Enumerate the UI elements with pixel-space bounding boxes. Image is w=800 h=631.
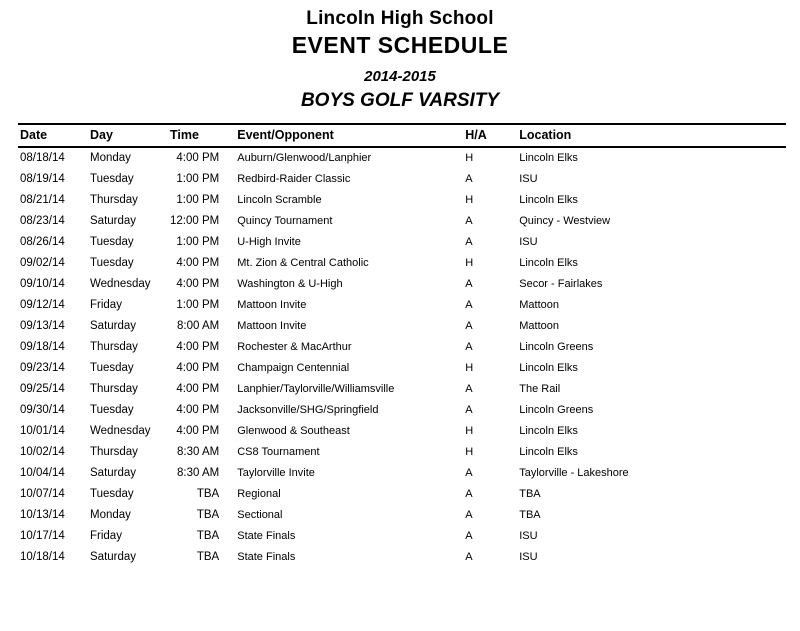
cell-location: Lincoln Greens — [519, 404, 594, 416]
cell-day: Saturday — [90, 467, 137, 479]
column-header-ha: H/A — [465, 124, 519, 147]
column-header-day: Day — [90, 124, 170, 147]
table-row — [18, 253, 786, 274]
cell-location: Lincoln Elks — [519, 194, 578, 206]
cell-day: Friday — [90, 530, 122, 542]
cell-time: 1:00 PM — [176, 194, 220, 206]
cell-ha: A — [465, 341, 473, 353]
cell-date: 09/18/14 — [20, 341, 65, 353]
cell-ha: A — [465, 488, 473, 500]
schedule-table-container — [0, 123, 800, 568]
schedule-table — [18, 123, 786, 568]
cell-day: Tuesday — [90, 236, 134, 248]
cell-location: Lincoln Greens — [519, 341, 594, 353]
column-header-date: Date — [18, 124, 90, 147]
table-row — [18, 505, 786, 526]
cell-event: Regional — [237, 488, 281, 500]
cell-time: 4:00 PM — [176, 404, 220, 416]
cell-day: Thursday — [90, 341, 138, 353]
cell-location: ISU — [519, 551, 538, 563]
cell-date: 10/13/14 — [20, 509, 65, 521]
cell-ha: H — [465, 446, 474, 458]
cell-event: Mattoon Invite — [237, 320, 307, 332]
cell-date: 08/18/14 — [20, 152, 65, 164]
cell-location: Mattoon — [519, 320, 559, 332]
cell-date: 08/26/14 — [20, 236, 65, 248]
cell-day: Thursday — [90, 194, 138, 206]
column-header-event: Event/Opponent — [237, 124, 465, 147]
cell-ha: A — [465, 299, 473, 311]
table-row — [18, 169, 786, 190]
cell-time: TBA — [196, 551, 220, 563]
cell-event: State Finals — [237, 530, 296, 542]
table-row — [18, 442, 786, 463]
cell-event: Rochester & MacArthur — [237, 341, 352, 353]
cell-day: Saturday — [90, 551, 137, 563]
column-header-location: Location — [519, 124, 786, 147]
cell-time: 1:00 PM — [176, 173, 220, 185]
cell-time: 8:30 AM — [177, 446, 220, 458]
cell-day: Tuesday — [90, 173, 134, 185]
cell-event: Auburn/Glenwood/Lanphier — [237, 152, 372, 164]
cell-location: Lincoln Elks — [519, 257, 578, 269]
cell-day: Wednesday — [90, 278, 151, 290]
cell-day: Thursday — [90, 383, 138, 395]
cell-date: 08/19/14 — [20, 173, 65, 185]
cell-time: 8:30 AM — [177, 467, 220, 479]
cell-location: Quincy - Westview — [519, 215, 611, 227]
cell-event: CS8 Tournament — [237, 446, 320, 458]
cell-date: 10/04/14 — [20, 467, 65, 479]
cell-ha: A — [465, 530, 473, 542]
cell-event: Lincoln Scramble — [237, 194, 322, 206]
table-row — [18, 547, 786, 568]
cell-day: Monday — [90, 509, 131, 521]
cell-location: Mattoon — [519, 299, 559, 311]
cell-location: Taylorville - Lakeshore — [519, 467, 629, 479]
cell-location: Lincoln Elks — [519, 362, 578, 374]
cell-event: Glenwood & Southeast — [237, 425, 350, 437]
cell-location: TBA — [519, 488, 541, 500]
cell-location: Lincoln Elks — [519, 425, 578, 437]
document-header — [0, 0, 800, 113]
squad-label: BOYS GOLF VARSITY — [300, 90, 500, 111]
cell-date: 08/23/14 — [20, 215, 65, 227]
cell-ha: H — [465, 152, 474, 164]
cell-location: ISU — [519, 530, 538, 542]
cell-ha: A — [465, 215, 473, 227]
cell-date: 09/23/14 — [20, 362, 65, 374]
cell-time: TBA — [196, 488, 220, 500]
cell-day: Saturday — [90, 215, 137, 227]
cell-event: State Finals — [237, 551, 296, 563]
table-row — [18, 274, 786, 295]
cell-event: Mattoon Invite — [237, 299, 307, 311]
cell-event: Champaign Centennial — [237, 362, 350, 374]
cell-time: 4:00 PM — [176, 425, 220, 437]
cell-event: Washington & U-High — [237, 278, 343, 290]
cell-event: Quincy Tournament — [237, 215, 333, 227]
column-header-time: Time — [170, 124, 237, 147]
cell-location: The Rail — [519, 383, 561, 395]
cell-day: Tuesday — [90, 488, 134, 500]
cell-ha: A — [465, 278, 473, 290]
cell-ha: A — [465, 404, 473, 416]
table-row — [18, 211, 786, 232]
cell-location: Secor - Fairlakes — [519, 278, 603, 290]
table-row — [18, 421, 786, 442]
cell-day: Monday — [90, 152, 131, 164]
cell-event: Lanphier/Taylorville/Williamsville — [237, 383, 395, 395]
cell-date: 10/02/14 — [20, 446, 65, 458]
cell-ha: H — [465, 425, 474, 437]
cell-event: Jacksonville/SHG/Springfield — [237, 404, 379, 416]
cell-date: 08/21/14 — [20, 194, 65, 206]
cell-location: TBA — [519, 509, 541, 521]
table-row — [18, 232, 786, 253]
cell-ha: A — [465, 509, 473, 521]
cell-event: Taylorville Invite — [237, 467, 315, 479]
table-row — [18, 295, 786, 316]
table-row — [18, 463, 786, 484]
cell-date: 09/25/14 — [20, 383, 65, 395]
cell-ha: H — [465, 362, 474, 374]
table-row — [18, 190, 786, 211]
cell-ha: A — [465, 551, 473, 563]
cell-location: Lincoln Elks — [519, 152, 578, 164]
table-row — [18, 400, 786, 421]
cell-time: 4:00 PM — [176, 278, 220, 290]
cell-day: Friday — [90, 299, 122, 311]
cell-location: Lincoln Elks — [519, 446, 578, 458]
cell-ha: A — [465, 236, 473, 248]
season-label: 2014-2015 — [364, 68, 436, 85]
cell-event: Sectional — [237, 509, 283, 521]
cell-time: 4:00 PM — [176, 362, 220, 374]
cell-location: ISU — [519, 236, 538, 248]
cell-location: ISU — [519, 173, 538, 185]
school-name: Lincoln High School — [306, 8, 494, 29]
cell-time: 12:00 PM — [170, 215, 220, 227]
cell-ha: A — [465, 320, 473, 332]
cell-day: Tuesday — [90, 404, 134, 416]
cell-date: 10/18/14 — [20, 551, 65, 563]
cell-ha: H — [465, 257, 474, 269]
cell-event: Mt. Zion & Central Catholic — [237, 257, 369, 269]
table-header-row — [18, 124, 786, 147]
cell-day: Wednesday — [90, 425, 151, 437]
cell-date: 09/30/14 — [20, 404, 65, 416]
table-row — [18, 526, 786, 547]
cell-date: 10/17/14 — [20, 530, 65, 542]
cell-day: Saturday — [90, 320, 137, 332]
cell-time: 1:00 PM — [176, 236, 220, 248]
table-row — [18, 484, 786, 505]
table-row — [18, 379, 786, 400]
cell-ha: H — [465, 194, 474, 206]
cell-time: 4:00 PM — [176, 383, 220, 395]
cell-time: 4:00 PM — [176, 257, 220, 269]
page-title: EVENT SCHEDULE — [291, 32, 509, 58]
cell-day: Tuesday — [90, 257, 134, 269]
cell-event: U-High Invite — [237, 236, 301, 248]
cell-day: Tuesday — [90, 362, 134, 374]
cell-time: 4:00 PM — [176, 341, 220, 353]
table-row — [18, 147, 786, 169]
cell-date: 09/02/14 — [20, 257, 65, 269]
cell-date: 09/10/14 — [20, 278, 65, 290]
cell-time: 1:00 PM — [176, 299, 220, 311]
cell-time: 8:00 AM — [177, 320, 220, 332]
cell-time: 4:00 PM — [176, 152, 220, 164]
table-row — [18, 337, 786, 358]
table-row — [18, 316, 786, 337]
table-row — [18, 358, 786, 379]
cell-ha: A — [465, 467, 473, 479]
schedule-table-body — [18, 147, 786, 568]
cell-event: Redbird-Raider Classic — [237, 173, 351, 185]
cell-time: TBA — [196, 530, 220, 542]
cell-ha: A — [465, 383, 473, 395]
cell-ha: A — [465, 173, 473, 185]
cell-day: Thursday — [90, 446, 138, 458]
cell-date: 09/12/14 — [20, 299, 65, 311]
cell-date: 10/07/14 — [20, 488, 65, 500]
cell-date: 10/01/14 — [20, 425, 65, 437]
cell-time: TBA — [196, 509, 220, 521]
cell-date: 09/13/14 — [20, 320, 65, 332]
